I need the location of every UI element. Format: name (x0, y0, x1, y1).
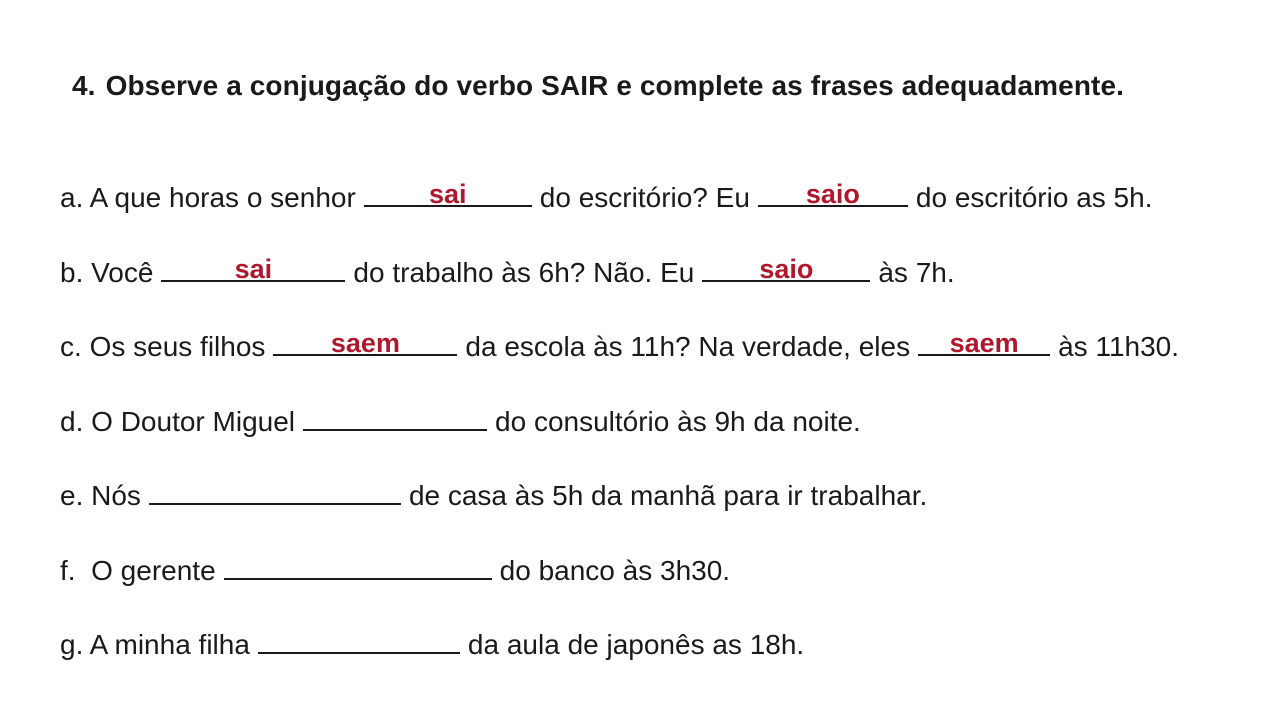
answer-blank[interactable] (918, 328, 1050, 356)
sentence-text: Os seus filhos (89, 331, 266, 362)
sentence-text: do escritório? Eu (539, 182, 750, 213)
sentence-text: A que horas o senhor (89, 182, 356, 213)
sentence-text: da escola às 11h? Na verdade, eles (465, 331, 911, 362)
answer-text: saem (949, 328, 1019, 358)
sentence-letter: c. (60, 331, 82, 362)
sentence-b (60, 253, 955, 293)
sentence-a (60, 178, 1152, 218)
sentence-g (60, 625, 804, 665)
sentence-c (60, 327, 1179, 367)
sentence-text: da aula de japonês as 18h. (467, 629, 805, 660)
sentence-text: Você (91, 257, 154, 288)
answer-blank[interactable] (702, 254, 870, 282)
sentence-text: às 11h30. (1058, 331, 1180, 362)
answer-blank[interactable] (149, 477, 401, 505)
answer-text: saem (330, 328, 400, 358)
sentence-letter: f. (60, 555, 76, 586)
sentence-text: do consultório às 9h da noite. (495, 406, 861, 437)
sentence-text: de casa às 5h da manhã para ir trabalhar. (408, 480, 928, 511)
sentence-text: O gerente (91, 555, 216, 586)
sentence-text: do banco às 3h30. (499, 555, 731, 586)
answer-text: saio (805, 179, 860, 209)
sentence-e (60, 476, 927, 516)
answer-blank[interactable] (364, 179, 532, 207)
sentence-text: às 7h. (878, 257, 955, 288)
sentence-d (60, 402, 861, 442)
sentence-letter: e. (60, 480, 84, 511)
sentence-f (60, 551, 730, 591)
answer-text: sai (429, 179, 467, 209)
sentence-text: A minha filha (89, 629, 250, 660)
answer-blank[interactable] (273, 328, 457, 356)
answer-blank[interactable] (161, 254, 345, 282)
sentence-letter: d. (60, 406, 84, 437)
answer-blank[interactable] (224, 552, 492, 580)
sentence-letter: g. (60, 629, 84, 660)
exercise-number: 4. (72, 70, 96, 101)
sentence-text: Nós (91, 480, 141, 511)
answer-blank[interactable] (758, 179, 908, 207)
answer-text: sai (234, 254, 273, 284)
answer-text: saio (759, 254, 814, 284)
answer-blank[interactable] (303, 403, 487, 431)
exercise-title (72, 70, 1124, 102)
sentence-text: do trabalho às 6h? Não. Eu (353, 257, 695, 288)
sentence-letter: b. (60, 257, 84, 288)
exercise-instruction: Observe a conjugação do verbo SAIR e complete as frases adequadamente. (105, 70, 1125, 101)
sentence-text: do escritório as 5h. (915, 182, 1153, 213)
sentence-letter: a. (60, 182, 84, 213)
answer-blank[interactable] (258, 626, 460, 654)
sentence-text: O Doutor Miguel (91, 406, 296, 437)
